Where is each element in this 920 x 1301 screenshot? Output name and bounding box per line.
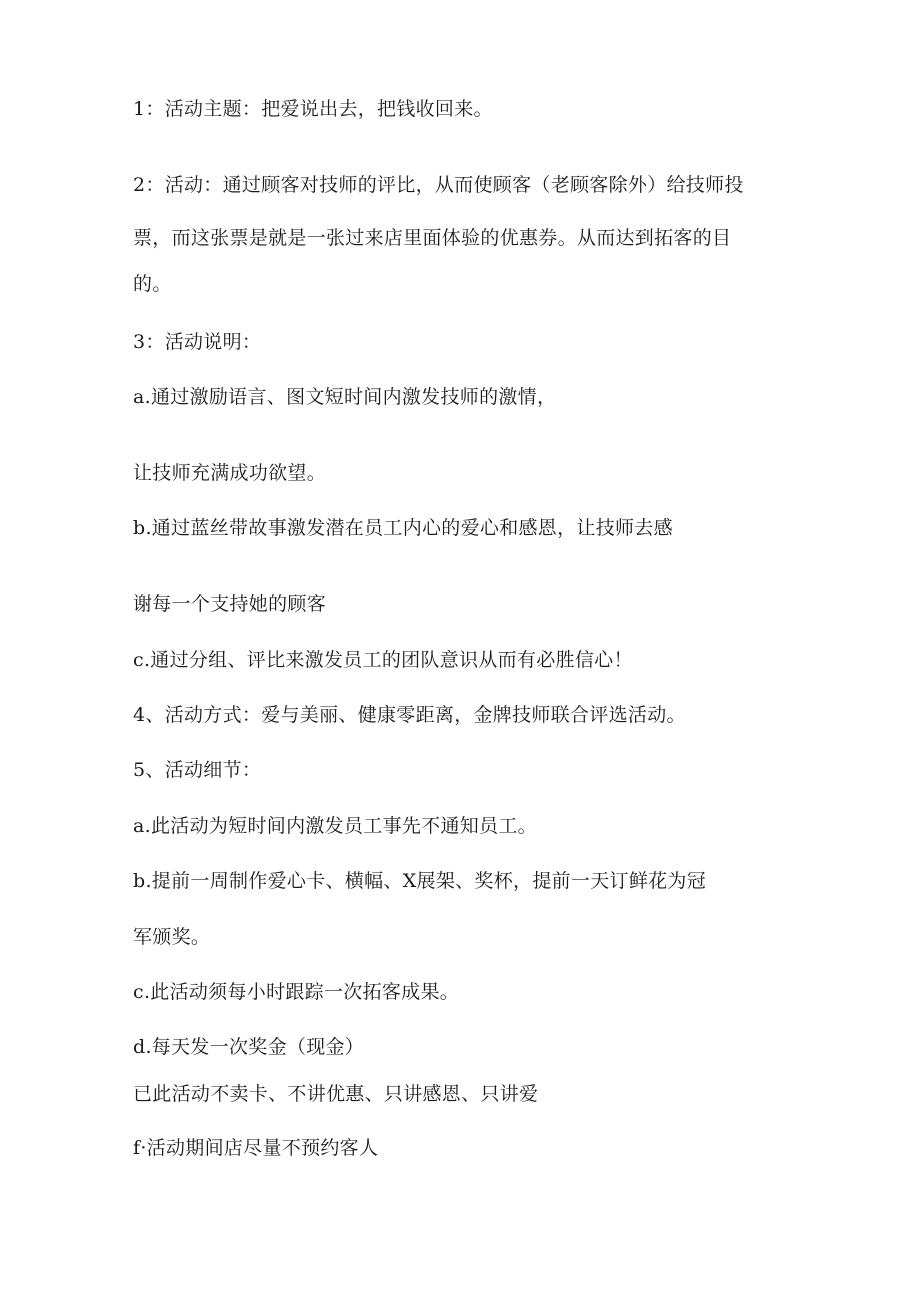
text-line-details-e: 已此活动不卖卡、不讲优惠、只讲感恩、只讲爱	[133, 1083, 539, 1105]
text-line-explanation-a1: a.通过激励语言、图文短时间内激发技师的激情，	[133, 386, 557, 408]
text-line-explanation-a2: 让技师充满成功欲望。	[133, 462, 327, 484]
text-line-details-head: 5、活动细节：	[133, 759, 262, 781]
text-line-explanation-c: c.通过分组、评比来激发员工的团队意识从而有必胜信心！	[133, 649, 633, 671]
text-line-details-b2: 军颁奖。	[133, 926, 211, 948]
text-line-theme: 1：活动主题：把爱说出去，把钱收回来。	[133, 98, 493, 120]
text-line-activity-3: 的。	[133, 273, 172, 295]
text-line-explanation-b2: 谢每一个支持她的顾客	[133, 593, 327, 615]
text-line-details-d: d.每天发一次奖金（现金）	[133, 1036, 365, 1058]
text-line-details-f: f·活动期间店尽量不预约客人	[133, 1137, 379, 1159]
text-line-activity-2: 票，而这张票是就是一张过来店里面体验的优惠券。从而达到拓客的目	[133, 227, 732, 249]
text-line-method: 4、活动方式：爱与美丽、健康零距离，金牌技师联合评选活动。	[133, 704, 686, 726]
text-line-explanation-head: 3：活动说明：	[133, 331, 262, 353]
text-line-details-c: c.此活动须每小时跟踪一次拓客成果。	[133, 981, 460, 1003]
text-line-details-a: a.此活动为短时间内激发员工事先不通知员工。	[133, 815, 537, 837]
text-line-explanation-b1: b.通过蓝丝带故事激发潜在员工内心的爱心和感恩，让技师去感	[133, 517, 673, 539]
text-line-activity-1: 2：活动：通过顾客对技师的评比，从而使顾客（老顾客除外）给技师投	[133, 174, 744, 196]
text-line-details-b1: b.提前一周制作爱心卡、横幅、X展架、奖杯，提前一天订鲜花为冠	[133, 870, 707, 892]
